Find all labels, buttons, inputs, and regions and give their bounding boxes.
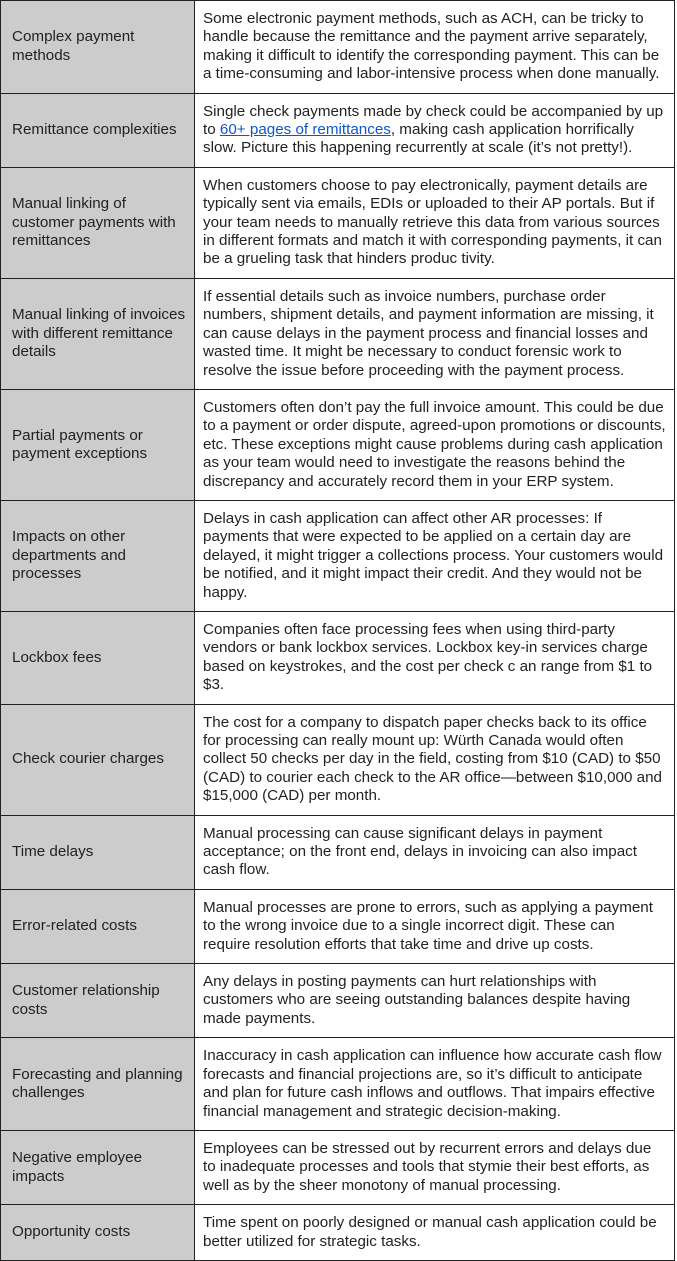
row-category: Partial payments or payment exceptions [1, 389, 195, 500]
row-description: If essential details such as invoice numbers, purchase order numbers, shipment details, and payment information are missing, it can cause delays in the payment process and financial losses and wasted time. It might be necessary to conduct forensic work to resolve the issue before proceeding with the payment process. [195, 278, 675, 389]
table-row [1, 1130, 675, 1204]
table-row [1, 815, 675, 889]
row-category: Negative employee impacts [1, 1130, 195, 1204]
row-description: Employees can be stressed out by recurrent errors and delays due to inadequate processes and tools that stymie their best efforts, as well as by the sheer monotony of manual processing. [195, 1130, 675, 1204]
table-row [1, 278, 675, 389]
table-row [1, 93, 675, 167]
row-description: Delays in cash application can affect other AR processes: If payments that were expected to be applied on a certain day are delayed, it might trigger a collections process. Your customers would be notified, and it might impact their credit. And they would not be happy. [195, 500, 675, 611]
row-description: Time spent on poorly designed or manual cash application could be better utilized for strategic tasks. [195, 1205, 675, 1261]
row-description: Some electronic payment methods, such as ACH, can be tricky to handle because the remittance and the payment arrive separately, making it difficult to identify the corresponding payment. This can be a time-consuming and labor-intensive process when done manually. [195, 1, 675, 94]
row-description: Customers often don’t pay the full invoice amount. This could be due to a payment or order dispute, agreed-upon promotions or discounts, etc. These exceptions might cause problems during cash application as your team would need to investigate the reasons behind the discrepancy and accurately record them in your ERP system. [195, 389, 675, 500]
row-category: Impacts on other departments and processes [1, 500, 195, 611]
table-row [1, 1038, 675, 1131]
row-category: Lockbox fees [1, 611, 195, 704]
row-category: Customer relationship costs [1, 964, 195, 1038]
row-category: Remittance complexities [1, 93, 195, 167]
table-row [1, 167, 675, 278]
row-category: Check courier charges [1, 704, 195, 815]
row-category: Manual linking of customer payments with remittances [1, 167, 195, 278]
description-text: Single check payments made by check could be accompanied by up to [203, 102, 664, 139]
row-category: Complex payment methods [1, 1, 195, 94]
table-row [1, 704, 675, 815]
row-description: Inaccuracy in cash application can influence how accurate cash flow forecasts and financial projections are, so it’s difficult to anticipate and plan for future cash inflows and outflows. That impairs effective financial management and strategic decision-making. [195, 1038, 675, 1131]
row-description: Manual processes are prone to errors, such as applying a payment to the wrong invoice due to a single incorrect digit. These can require resolution efforts that take time and drive up costs. [195, 889, 675, 963]
table-row [1, 1205, 675, 1261]
row-description: When customers choose to pay electronically, payment details are typically sent via emails, EDIs or uploaded to their AP portals. But if your team needs to manually retrieve this data from various sources in different formats and match it with corresponding payments, it can be a grueling task that hinders produc tivity. [195, 167, 675, 278]
row-description: Manual processing can cause significant delays in payment acceptance; on the front end, delays in invoicing can also impact cash flow. [195, 815, 675, 889]
row-description [195, 93, 675, 167]
row-category: Forecasting and planning challenges [1, 1038, 195, 1131]
row-description: Companies often face processing fees when using third-party vendors or bank lockbox services. Lockbox key-in services charge based on keystrokes, and the cost per check c an range from $1 to $3. [195, 611, 675, 704]
table-row [1, 389, 675, 500]
row-category: Error-related costs [1, 889, 195, 963]
row-description: The cost for a company to dispatch paper checks back to its office for processing can really mount up: Würth Canada would often collect 50 checks per day in the field, costing from $10 (CAD) to $50 (CAD) to courier each check to the AR office—between $10,000 and $15,000 (CAD) per month. [195, 704, 675, 815]
row-category: Manual linking of invoices with different remittance details [1, 278, 195, 389]
row-category: Time delays [1, 815, 195, 889]
table-row [1, 611, 675, 704]
table-row [1, 1, 675, 94]
table-row [1, 500, 675, 611]
table-row [1, 889, 675, 963]
row-description: Any delays in posting payments can hurt relationships with customers who are seeing outstanding balances despite having made payments. [195, 964, 675, 1038]
description-text: , making cash application horrifically slow. Picture this happening recurrently at scale (it’s not pretty!). [203, 121, 634, 157]
remittances-link[interactable]: 60+ pages of remittances [219, 121, 391, 139]
table-row [1, 964, 675, 1038]
row-category: Opportunity costs [1, 1205, 195, 1261]
